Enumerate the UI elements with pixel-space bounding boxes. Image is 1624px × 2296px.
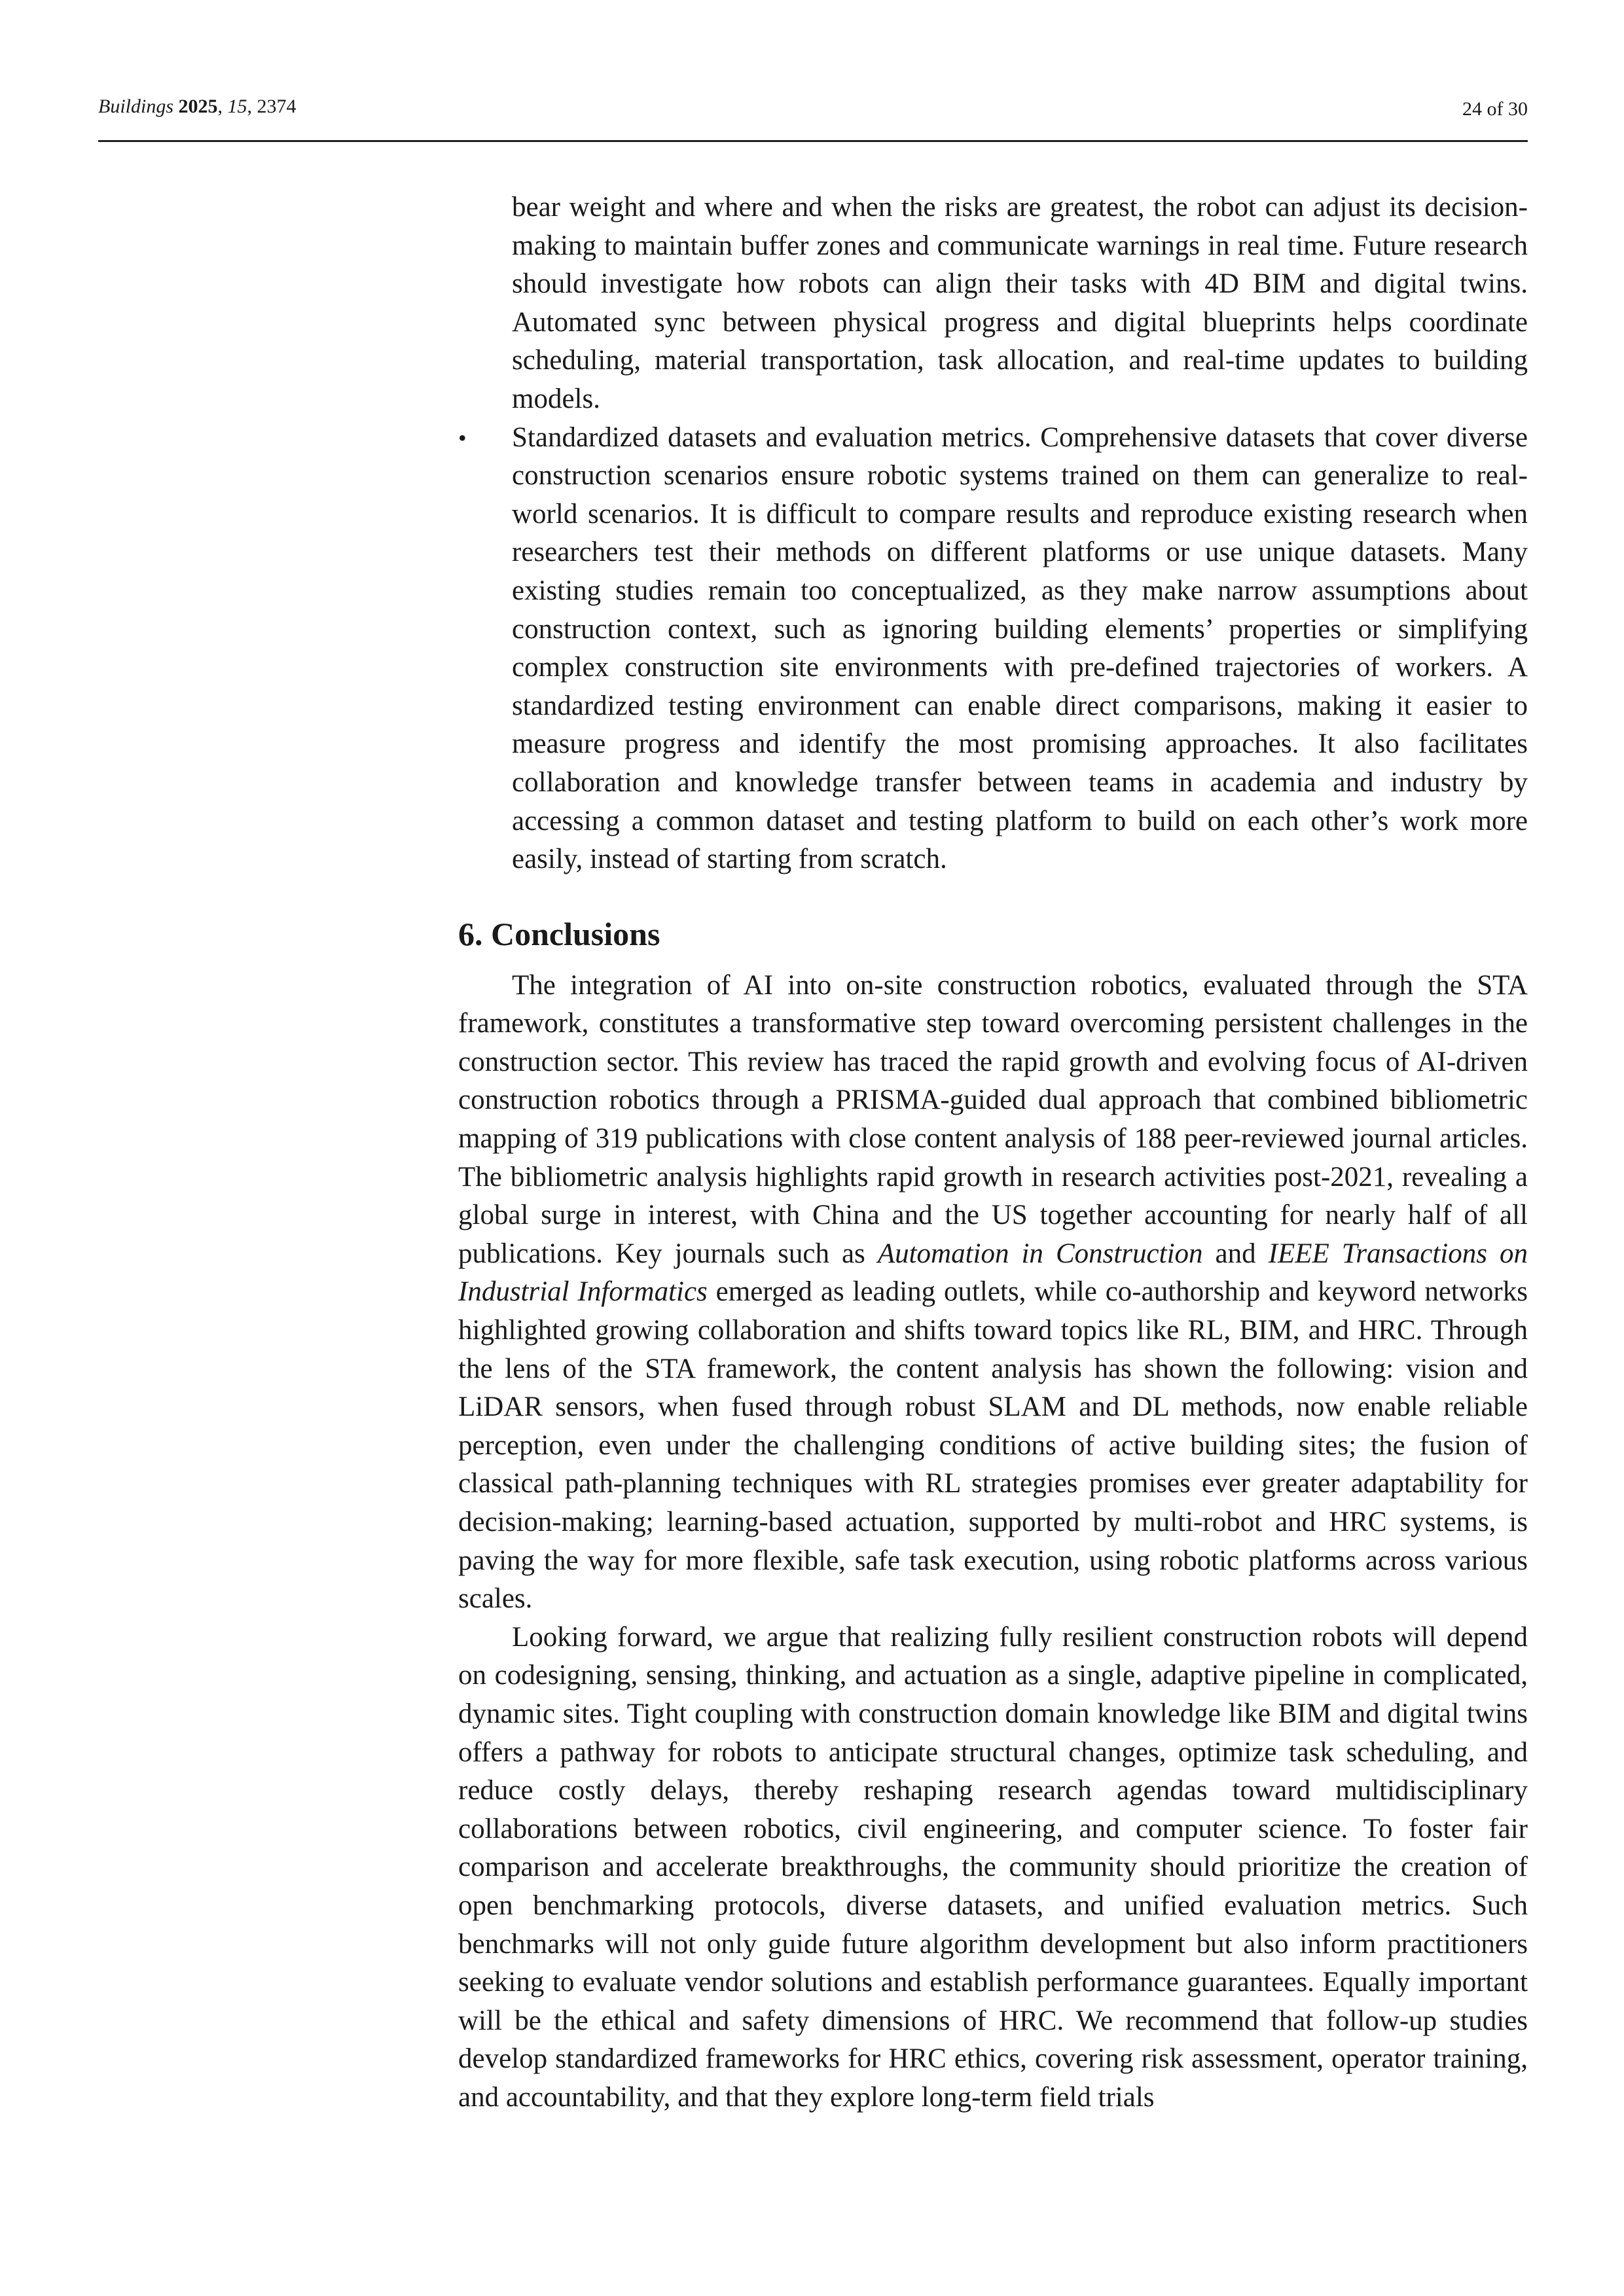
- citation-separator: ,: [247, 96, 257, 117]
- bullet-item-text: Standardized datasets and evaluation metrics. Comprehensive datasets that cover diverse construction scenarios ensure robotic systems trained on them can generalize to real-world scenarios. It is difficult to compare results and reproduce existing research when researchers test their methods on different platforms or use unique datasets. Many existing studies remain too conceptualized, as they make narrow assumptions about construction context, such as ignoring building elements’ properties or simplifying complex construction site environments with pre-defined trajectories of workers. A standardized testing environment can enable direct comparisons, making it easier to measure progress and identify the most promising approaches. It also facilitates collaboration and knowledge transfer between teams in academia and industry by accessing a common dataset and testing platform to build on each other’s work more easily, instead of starting from scratch.: [512, 422, 1528, 875]
- journal-citation: [98, 96, 297, 118]
- bullet-list-item: [458, 419, 1528, 879]
- paragraph-text: and: [1202, 1238, 1269, 1269]
- journal-year: 2025: [178, 96, 218, 117]
- article-number: 2374: [257, 96, 297, 117]
- bullet-continuation-text: bear weight and where and when the risks are greatest, the robot can adjust its decision-making to maintain buffer zones and communicate warnings in real time. Future research should investigate how robots can align their tasks with 4D BIM and digital twins. Automated sync between physical progress and digital blueprints helps coordinate scheduling, material transportation, task allocation, and real-time updates to building models.: [512, 192, 1528, 414]
- journal-volume: 15: [227, 96, 247, 117]
- paragraph-text: The integration of AI into on-site construction robotics, evaluated through the STA framework, constitutes a transformative step toward overcoming persistent challenges in the construction sector. This review has traced the rapid growth and evolving focus of AI-driven construction robotics through a PRISMA-guided dual approach that combined bibliometric mapping of 319 publications with close content analysis of 188 peer-reviewed journal articles. The bibliometric analysis highlights rapid growth in research activities post-2021, revealing a global surge in interest, with China and the US together accounting for nearly half of all publications. Key journals such as: [458, 969, 1528, 1269]
- paragraph-text: emerged as leading outlets, while co-authorship and keyword networks highlighted growing collaboration and shifts toward topics like RL, BIM, and HRC. Through the lens of the STA framework, the content analysis has shown the following: vision and LiDAR sensors, when fused through robust SLAM and DL methods, now enable reliable perception, even under the challenging conditions of active building sites; the fusion of classical path-planning techniques with RL strategies promises ever greater adaptability for decision-making; learning-based actuation, supported by multi-robot and HRC systems, is paving the way for more flexible, safe task execution, using robotic platforms across various scales.: [458, 1276, 1528, 1615]
- bullet-icon: •: [458, 424, 467, 451]
- conclusions-paragraph-1: [458, 967, 1528, 1619]
- conclusions-paragraph-2: Looking forward, we argue that realizing fully resilient construction robots will depend on codesigning, sensing, thinking, and actuation as a single, adaptive pipeline in complicated, dynamic sites. Tight coupling with construction domain knowledge like BIM and digital twins offers a pathway for robots to anticipate structural changes, optimize task scheduling, and reduce costly delays, thereby reshaping research agendas toward multidisciplinary collaborations between robotics, civil engineering, and computer science. To foster fair comparison and accelerate breakthroughs, the community should prioritize the creation of open benchmarking protocols, diverse datasets, and unified evaluation metrics. Such benchmarks will not only guide future algorithm development but also inform practitioners seeking to evaluate vendor solutions and establish performance guarantees. Equally important will be the ethical and safety dimensions of HRC. We recommend that follow-up studies develop standardized frameworks for HRC ethics, covering risk assessment, operator training, and accountability, and that they explore long-term field trials: [458, 1621, 1528, 2113]
- journal-reference: Automation in Construction: [877, 1238, 1203, 1269]
- journal-reference: IEEE Transactions on Industrial Informatics: [458, 1238, 1528, 1308]
- section-heading: 6. Conclusions: [458, 915, 660, 952]
- page-number: 24 of 30: [1462, 98, 1528, 120]
- main-content: [458, 188, 1528, 2117]
- citation-separator: ,: [217, 96, 228, 117]
- running-header: [98, 90, 1528, 142]
- journal-name: Buildings: [98, 96, 174, 117]
